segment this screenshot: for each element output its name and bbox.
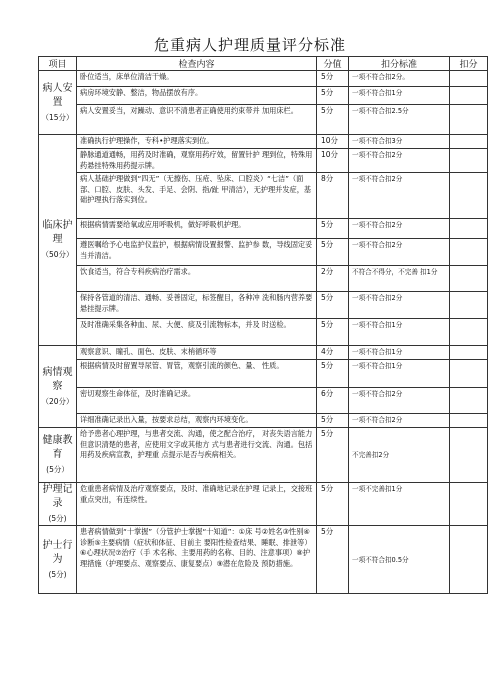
deduction-standard-cell: 一项不符合扣2分。 <box>349 71 450 87</box>
header-content: 检查内容 <box>77 57 317 71</box>
score-cell: 5分 <box>317 239 349 266</box>
table-row <box>39 526 488 594</box>
section-name: 病情观察 <box>42 366 73 392</box>
table-row <box>39 292 488 319</box>
section-points: (5分) <box>48 514 67 524</box>
deduction-cell[interactable] <box>450 388 488 414</box>
deduction-standard-cell: 一项不符合扣2.5分 <box>349 105 450 135</box>
score-cell: 5分 <box>317 71 349 87</box>
table-header-row <box>39 57 488 71</box>
deduction-cell[interactable] <box>450 292 488 319</box>
section-points: （15分） <box>41 112 74 122</box>
header-item: 项目 <box>39 57 77 71</box>
score-cell: 5分 <box>317 428 349 483</box>
deduction-standard-cell: 一项不符合扣1分 <box>349 360 450 388</box>
table-row <box>39 239 488 266</box>
check-content-cell: 病人基础护理做到“四无”（无擦伤、压疮、坠床、口腔炎）“七洁”（面部、口腔、皮肤、头发、手足、会阴、指/趾 甲清洁），无护理并发症，基础护理执行落实到位。 <box>77 173 317 219</box>
check-content-cell: 病人安置妥当，对躁动、意识不清患者正确使用约束带并 加用床栏。 <box>77 105 317 135</box>
document-title: 危重病人护理质量评分标准 <box>153 36 346 54</box>
deduction-standard-cell: 一项不符合扣2分 <box>349 173 450 219</box>
deduction-cell[interactable] <box>450 87 488 105</box>
section-points: (5分) <box>48 569 67 579</box>
deduction-standard-cell: 不完善扣2分 <box>349 428 450 483</box>
check-content-cell: 病房环境安静、整洁，物品摆放有序。 <box>77 87 317 105</box>
deduction-standard-cell: 一项不完善扣1分 <box>349 483 450 526</box>
header-score: 分值 <box>317 57 349 71</box>
section-name: 护理记录 <box>42 484 73 510</box>
deduction-cell[interactable] <box>450 526 488 594</box>
deduction-cell[interactable] <box>450 483 488 526</box>
deduction-cell[interactable] <box>450 135 488 149</box>
deduction-cell[interactable] <box>450 105 488 135</box>
header-standard: 扣分标准 <box>349 57 450 71</box>
deduction-cell[interactable] <box>450 346 488 360</box>
deduction-cell[interactable] <box>450 319 488 346</box>
deduction-cell[interactable] <box>450 149 488 173</box>
score-cell: 5分 <box>317 414 349 428</box>
score-cell: 10分 <box>317 135 349 149</box>
section-name: 病人安置 <box>42 82 73 108</box>
deduction-standard-cell: 一项不符合扣1分 <box>349 319 450 346</box>
section-name-cell <box>39 483 77 526</box>
score-cell: 5分 <box>317 292 349 319</box>
score-cell: 8分 <box>317 173 349 219</box>
section-points: （20分） <box>41 396 74 406</box>
score-cell: 5分 <box>317 360 349 388</box>
deduction-cell[interactable] <box>450 71 488 87</box>
deduction-cell[interactable] <box>450 219 488 239</box>
deduction-standard-cell: 一项不符合扣3分 <box>349 135 450 149</box>
deduction-standard-cell: 一项不符合扣2分 <box>349 414 450 428</box>
deduction-cell[interactable] <box>450 266 488 292</box>
deduction-cell[interactable] <box>450 239 488 266</box>
section-name: 护士行为 <box>42 539 73 565</box>
table-row <box>39 428 488 483</box>
check-content-cell: 及时准确采集各种血、尿、大便、痰及引流物标本，并及 时送检。 <box>77 319 317 346</box>
section-name-cell <box>39 71 77 135</box>
table-row <box>39 71 488 87</box>
check-content-cell: 静脉通道通畅，用药及时准确，观察用药疗效，留置针护 理到位，特殊用药悬挂特殊用药提示牌。 <box>77 149 317 173</box>
table-row <box>39 105 488 135</box>
score-cell: 5分 <box>317 87 349 105</box>
section-points: （50分） <box>41 250 74 260</box>
check-content-cell: 卧位适当，床单位清洁干燥。 <box>77 71 317 87</box>
deduction-standard-cell: 一项不符合扣2分 <box>349 292 450 319</box>
deduction-standard-cell: 一项不符合扣2分 <box>349 388 450 414</box>
section-name-cell <box>39 346 77 428</box>
check-content-cell: 遵医嘱给予心电监护仪监护，根据病情设置报警、监护参 数，导线固定妥当并清洁。 <box>77 239 317 266</box>
deduction-standard-cell: 一项不符合扣2分 <box>349 239 450 266</box>
check-content-cell: 患者病情做到“十掌握”（分管护士掌握“十知道”：①床 号②姓名③性别④诊断⑤主要病情（症状和体征、目前主 要阳性检查结果、睡眠、排泄等）⑥心理状况⑦治疗（手 术名称、主要用药的名称、目的、注意事项）⑧护理措施（护理要点、观察要点、康复要点）⑨潜在危险及 预防措施。 <box>77 526 317 594</box>
table-row <box>39 266 488 292</box>
score-cell: 2分 <box>317 266 349 292</box>
deduction-cell[interactable] <box>450 414 488 428</box>
check-content-cell: 密切观察生命体征，及时准确记录。 <box>77 388 317 414</box>
deduction-cell[interactable] <box>450 428 488 483</box>
check-content-cell: 保持各管道的清洁、通畅、妥善固定，标签醒目，各种冲 洗和肠内营养要悬挂提示牌。 <box>77 292 317 319</box>
table-row <box>39 149 488 173</box>
deduction-standard-cell: 一项不符合扣1分 <box>349 346 450 360</box>
deduction-standard-cell: 不符合不得分，不完善 扣1分 <box>349 266 450 292</box>
section-name: 健康教育 <box>42 435 73 461</box>
table-row <box>39 483 488 526</box>
table-row <box>39 319 488 346</box>
table-row <box>39 87 488 105</box>
score-cell: 5分 <box>317 483 349 526</box>
check-content-cell: 观察意识、瞳孔、面色、皮肤、末梢循环等 <box>77 346 317 360</box>
check-content-cell: 给予患者心理护理，与患者交流、沟通，使之配合治疗， 对丧失语言能力但意识清楚的患者，应使用文字或其他方 式与患者进行交流、沟通。包括用药及疾病宣教，护理重 点提示是否与疾病相关。 <box>77 428 317 483</box>
deduction-standard-cell: 一项不符合扣0.5分 <box>349 526 450 594</box>
scoring-table <box>38 56 488 594</box>
check-content-cell: 根据病情需要给氧或应用呼吸机，做好呼吸机护理。 <box>77 219 317 239</box>
score-cell: 5分 <box>317 526 349 594</box>
table-row <box>39 135 488 149</box>
table-row <box>39 346 488 360</box>
check-content-cell: 详细准确记录出入量，按要求总结，观察内环境变化。 <box>77 414 317 428</box>
section-name: 临床护理 <box>42 220 73 246</box>
table-row <box>39 414 488 428</box>
score-cell: 5分 <box>317 219 349 239</box>
deduction-cell[interactable] <box>450 360 488 388</box>
deduction-standard-cell: 一项不符合扣1分 <box>349 87 450 105</box>
table-row <box>39 360 488 388</box>
table-row <box>39 388 488 414</box>
deduction-cell[interactable] <box>450 173 488 219</box>
check-content-cell: 饮食适当，符合专科疾病治疗需求。 <box>77 266 317 292</box>
table-row <box>39 173 488 219</box>
header-deduct: 扣分 <box>450 57 488 71</box>
check-content-cell: 准确执行护理操作，专科•护理落实到位。 <box>77 135 317 149</box>
score-cell: 5分 <box>317 105 349 135</box>
score-cell: 6分 <box>317 388 349 414</box>
table-row <box>39 219 488 239</box>
section-points: (5分） <box>46 465 69 475</box>
check-content-cell: 危重患者病情及治疗观察要点，及时、准确地记录在护理 记录上，交接班重点突出，有连续性。 <box>77 483 317 526</box>
deduction-standard-cell: 一项不符合扣2分 <box>349 219 450 239</box>
section-name-cell <box>39 428 77 483</box>
score-cell: 4分 <box>317 346 349 360</box>
deduction-standard-cell: 一项不符合扣2分 <box>349 149 450 173</box>
section-name-cell <box>39 526 77 594</box>
score-cell: 10分 <box>317 149 349 173</box>
section-name-cell <box>39 135 77 346</box>
score-cell: 5分 <box>317 319 349 346</box>
check-content-cell: 根据病情及时留置导尿管、胃管，观察引流的颜色、量、 性质。 <box>77 360 317 388</box>
